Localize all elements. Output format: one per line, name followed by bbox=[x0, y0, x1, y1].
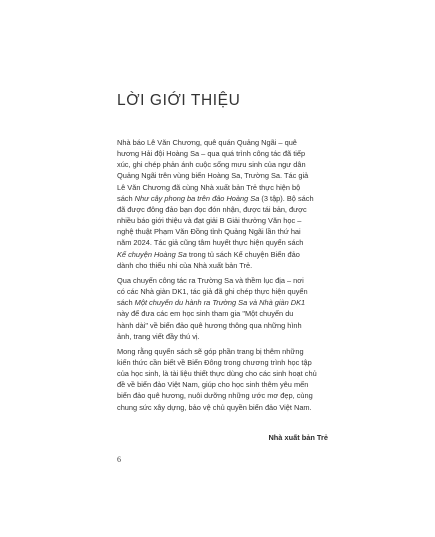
text-line: đề về biển đảo Việt Nam, giúp cho học sinh thêm yêu mến bbox=[117, 380, 309, 390]
text-line: hành dài" về biển đảo quê hương thông qua những hình bbox=[117, 320, 302, 330]
text-line: này để đưa các em học sinh tham gia "Một chuyến du bbox=[117, 309, 294, 319]
text-line: nhiều báo giới thiệu và đạt giải B Giải thưởng Văn học – bbox=[117, 216, 302, 226]
book-title-italic: Như cây phong ba trên đảo Hoàng Sa bbox=[134, 193, 260, 203]
page-title: LỜI GIỚI THIỆU bbox=[117, 92, 241, 109]
text-line: biển đảo quê hương, nuôi dưỡng những ước mơ đẹp, cùng bbox=[117, 391, 313, 401]
text-fragment: trong tủ sách Kể chuyện Biển đảo bbox=[186, 249, 300, 259]
text-line: ảnh, trang viết đầy thú vị. bbox=[117, 331, 200, 341]
text-line bbox=[117, 297, 328, 308]
text-line: xúc, ghi chép phản ánh cuộc sống mưu sinh của ngư dân bbox=[117, 160, 306, 170]
text-fragment: (3 tập). Bộ sách bbox=[259, 193, 314, 203]
text-line: của học sinh, là tài liệu thiết thực dùng cho các sinh hoạt chủ bbox=[117, 369, 317, 379]
text-line: Qua chuyến công tác ra Trường Sa và thềm lục địa – nơi bbox=[117, 275, 304, 285]
paragraph-3 bbox=[117, 346, 328, 413]
paragraph-2 bbox=[117, 275, 328, 342]
text-line: năm 2024. Tác giả cũng tâm huyết thực hiện quyển sách bbox=[117, 238, 304, 248]
text-fragment: sách bbox=[117, 298, 135, 308]
paragraph-1 bbox=[117, 137, 328, 271]
text-line: Quảng Ngãi trên vùng biển Hoàng Sa, Trường Sa. Tác giả bbox=[117, 171, 309, 181]
text-line: đã được đông đảo bạn đọc đón nhận, được tái bản, được bbox=[117, 204, 307, 214]
text-line bbox=[117, 249, 328, 260]
text-line: kiến thức cần biết về Biển Đông trong chương trình học tập bbox=[117, 357, 312, 367]
book-title-italic: Một chuyến du hành ra Trường Sa và Nhà giàn DK1 bbox=[134, 298, 306, 308]
text-line: nghệ thuật Phạm Văn Đồng tỉnh Quảng Ngãi lần thứ hai bbox=[117, 227, 301, 237]
text-line: Nhà báo Lê Văn Chương, quê quán Quảng Ngãi – quê bbox=[117, 138, 297, 147]
text-line: chung sức xây dựng, bảo vệ chủ quyền biển đảo Việt Nam. bbox=[117, 402, 312, 412]
text-line: dành cho thiếu nhi của Nhà xuất bản Trẻ. bbox=[117, 260, 253, 270]
page-number: 6 bbox=[117, 455, 121, 464]
text-line: Mong rằng quyển sách sẽ góp phần trang bị thêm những bbox=[117, 346, 304, 356]
text-line: Lê Văn Chương đã cùng Nhà xuất bản Trẻ thực hiện bộ bbox=[117, 182, 301, 192]
text-line bbox=[117, 193, 328, 204]
body-text bbox=[117, 137, 328, 417]
text-line: hương Hải đội Hoàng Sa – qua quá trình công tác đã tiếp bbox=[117, 149, 306, 159]
text-fragment: sách bbox=[117, 193, 135, 203]
publisher-signature: Nhà xuất bản Trẻ bbox=[268, 433, 328, 442]
text-line: có các Nhà giàn DK1, tác giả đã ghi chép thực hiện quyển bbox=[117, 287, 308, 297]
book-title-italic: Kể chuyện Hoàng Sa bbox=[117, 249, 187, 259]
